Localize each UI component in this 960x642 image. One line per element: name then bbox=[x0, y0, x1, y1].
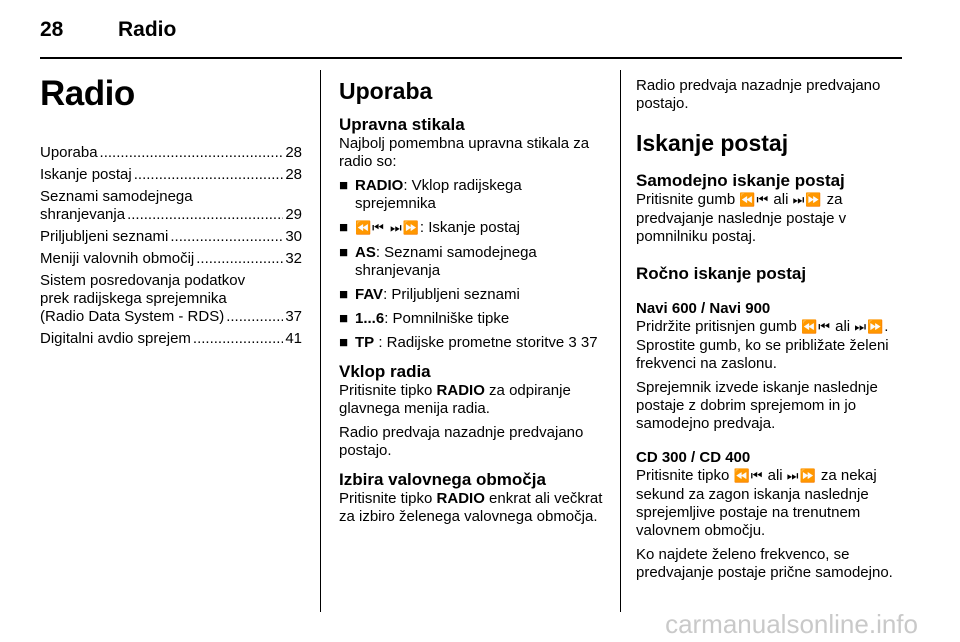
bullet-icon: ■ bbox=[339, 177, 349, 194]
toc-page-number: 30 bbox=[285, 228, 302, 245]
toc-leader-dots bbox=[193, 330, 283, 348]
toc-page-number: 41 bbox=[285, 330, 302, 347]
continued-paragraph: Radio predvaja nazadnje predvajano postajo. bbox=[636, 77, 881, 112]
toc-entry-title: Meniji valovnih območij bbox=[40, 250, 195, 267]
section-heading-station-search: Iskanje postaj bbox=[636, 130, 789, 156]
column-station-search bbox=[636, 64, 906, 588]
toc-leader-dots bbox=[196, 250, 283, 268]
toc-page-number: 32 bbox=[285, 250, 302, 267]
control-description: : Priljubljeni seznami bbox=[383, 286, 520, 303]
toc-entry-line bbox=[40, 144, 302, 162]
cd-paragraph-1: Pritisnite tipko ⏪⏮ ali ⏭⏩ za nekaj sekund za zagon iskanja naslednje sprejemljive postaje na trenutnem valovnem območju. bbox=[636, 467, 877, 539]
seek-back-icon: ⏪⏮ bbox=[801, 320, 831, 335]
control-key: FAV bbox=[355, 286, 384, 303]
toc-entry-line bbox=[40, 330, 302, 348]
running-section-title: Radio bbox=[118, 18, 177, 41]
control-description: : Pomnilniške tipke bbox=[384, 310, 510, 327]
bullet-icon: ■ bbox=[339, 244, 349, 261]
column-divider-1 bbox=[320, 70, 321, 612]
watermark: carmanualsonline.info bbox=[665, 609, 918, 639]
bullet-icon: ■ bbox=[339, 310, 349, 327]
toc-entry-title: Priljubljeni seznami bbox=[40, 228, 169, 245]
toc-entry-line bbox=[40, 166, 302, 184]
control-item bbox=[339, 334, 605, 352]
power-on-paragraph-2: Radio predvaja nazadnje predvajano postajo. bbox=[339, 424, 584, 459]
cd-paragraph-2: Ko najdete želeno frekvenco, se predvajanje postaje prične samodejno. bbox=[636, 546, 893, 581]
column-toc bbox=[40, 64, 302, 352]
control-description: : Vklop radijskega sprejemnika bbox=[355, 177, 522, 212]
toc-entry-text: Seznami samodejnega bbox=[40, 188, 193, 205]
navi-paragraph-1: Pridržite pritisnjen gumb ⏪⏮ ali ⏭⏩. Sprostite gumb, ko se približate želeni frekvenci na zaslonu. bbox=[636, 318, 889, 372]
seek-buttons-icon: ⏪⏮ ⏭⏩ bbox=[355, 221, 420, 236]
page-number: 28 bbox=[40, 18, 64, 41]
auto-search-paragraph: Pritisnite gumb ⏪⏮ ali ⏭⏩ za predvajanje naslednje postaje v pomnilniku postaj. bbox=[636, 191, 847, 245]
bullet-icon: ■ bbox=[339, 219, 349, 236]
navi-model-heading: Navi 600 / Navi 900 bbox=[636, 300, 771, 317]
toc-entry-line bbox=[40, 206, 302, 224]
subheading-power-on: Vklop radia bbox=[339, 362, 431, 381]
toc-entry[interactable] bbox=[40, 272, 302, 326]
page-header bbox=[40, 18, 902, 46]
navi-paragraph-2: Sprejemnik izvede iskanje naslednje postaje z dobrim sprejemom in jo samodejno predvaja. bbox=[636, 379, 878, 432]
toc-entry-text: prek radijskega sprejemnika bbox=[40, 290, 227, 307]
radio-key: RADIO bbox=[436, 490, 485, 507]
control-description: : Seznami samodejnega shranjevanja bbox=[355, 244, 537, 279]
control-key: RADIO bbox=[355, 177, 404, 194]
seek-back-icon: ⏪⏮ bbox=[739, 193, 770, 208]
toc-entry-text: Sistem posredovanja podatkov bbox=[40, 272, 246, 289]
toc-entry[interactable] bbox=[40, 330, 302, 348]
toc-leader-dots bbox=[100, 144, 284, 162]
toc-entry-title: Iskanje postaj bbox=[40, 166, 132, 183]
toc-entry[interactable] bbox=[40, 188, 302, 224]
control-key: 1...6 bbox=[355, 310, 385, 327]
toc-page-number: 29 bbox=[285, 206, 302, 223]
control-item bbox=[339, 244, 605, 280]
bullet-icon: ■ bbox=[339, 334, 349, 351]
toc-entry[interactable] bbox=[40, 228, 302, 246]
page-reference[interactable]: 3 37 bbox=[568, 334, 598, 351]
column-divider-2 bbox=[620, 70, 621, 612]
subheading-band: Izbira valovnega območja bbox=[339, 470, 546, 489]
subheading-controls: Upravna stikala bbox=[339, 115, 465, 134]
toc-entry-title: (Radio Data System - RDS) bbox=[40, 308, 225, 325]
toc-entry-title: shranjevanja bbox=[40, 206, 126, 223]
header-rule bbox=[40, 57, 902, 59]
subheading-auto-search: Samodejno iskanje postaj bbox=[636, 171, 845, 190]
control-description: : Radijske prometne storitve bbox=[374, 334, 569, 351]
control-item bbox=[339, 286, 605, 304]
subheading-manual-search: Ročno iskanje postaj bbox=[636, 264, 807, 283]
toc-entry-line bbox=[40, 250, 302, 268]
seek-forward-icon: ⏭⏩ bbox=[786, 469, 817, 484]
bullet-icon: ■ bbox=[339, 286, 349, 303]
toc-entry-line bbox=[40, 228, 302, 246]
seek-back-icon: ⏪⏮ bbox=[733, 469, 764, 484]
controls-list bbox=[339, 177, 605, 352]
toc-leader-dots bbox=[170, 228, 283, 246]
toc-leader-dots bbox=[134, 166, 284, 184]
table-of-contents bbox=[40, 144, 302, 348]
toc-page-number: 28 bbox=[285, 144, 302, 161]
seek-forward-icon: ⏭⏩ bbox=[792, 193, 823, 208]
chapter-title: Radio bbox=[40, 74, 135, 113]
control-item bbox=[339, 310, 605, 328]
radio-key: RADIO bbox=[436, 382, 485, 399]
control-item bbox=[339, 219, 605, 238]
toc-page-number: 28 bbox=[285, 166, 302, 183]
control-item bbox=[339, 177, 605, 213]
column-usage bbox=[339, 64, 605, 532]
toc-entry[interactable] bbox=[40, 144, 302, 162]
toc-entry[interactable] bbox=[40, 250, 302, 268]
section-heading-usage: Uporaba bbox=[339, 78, 433, 104]
toc-entry[interactable] bbox=[40, 166, 302, 184]
toc-entry-line bbox=[40, 308, 302, 326]
toc-entry-title: Uporaba bbox=[40, 144, 98, 161]
toc-leader-dots bbox=[127, 206, 283, 224]
control-key: AS bbox=[355, 244, 376, 261]
controls-intro: Najbolj pomembna upravna stikala za radio so: bbox=[339, 135, 590, 170]
band-paragraph: Pritisnite tipko RADIO enkrat ali večkrat za izbiro želenega valovnega območja. bbox=[339, 490, 603, 525]
toc-entry-title: Digitalni avdio sprejem bbox=[40, 330, 191, 347]
control-description: : Iskanje postaj bbox=[419, 219, 520, 236]
cd-model-heading: CD 300 / CD 400 bbox=[636, 449, 751, 466]
seek-forward-icon: ⏭⏩ bbox=[854, 320, 885, 335]
toc-leader-dots bbox=[226, 308, 283, 326]
control-key: TP bbox=[355, 334, 375, 351]
toc-page-number: 37 bbox=[285, 308, 302, 325]
power-on-paragraph-1: Pritisnite tipko RADIO za odpiranje glavnega menija radia. bbox=[339, 382, 571, 417]
